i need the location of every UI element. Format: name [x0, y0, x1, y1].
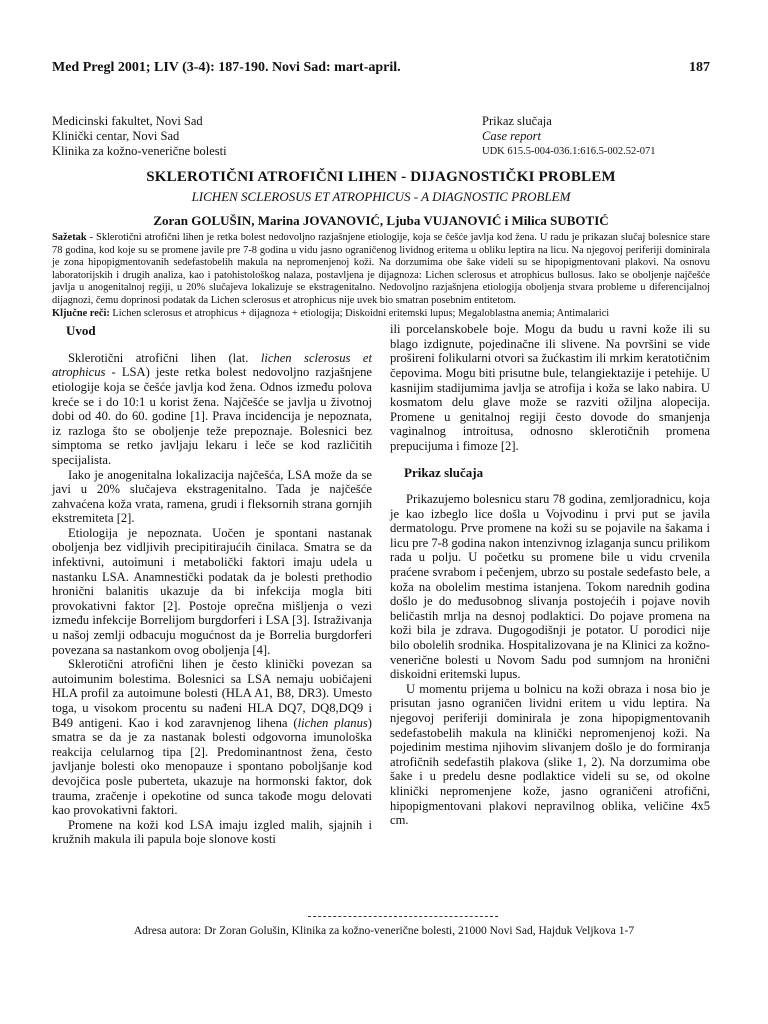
section-heading-introduction: Uvod [66, 323, 96, 339]
author-list: Zoran GOLUŠIN, Marina JOVANOVIĆ, Ljuba VUJANOVIĆ i Milica SUBOTIĆ [153, 213, 609, 228]
running-head [52, 60, 710, 76]
section-heading-case-report: Prikaz slučaja [404, 464, 484, 480]
journal-citation: Med Pregl 2001; LIV (3-4): 187-190. Novi Sad: mart-april. [52, 60, 401, 75]
article-title: SKLEROTIČNI ATROFIČNI LIHEN - DIJAGNOSTIČKI PROBLEM [146, 169, 616, 185]
paragraph: Sklerotični atrofični lihen je često klinički povezan sa autoimunim bolestima. Bolesnici sa LSA nemaju uobičajeni HLA profil za autoimune bolesti (HLA A1, B8, DR3). Umesto toga, u visokom procentu su nađeni HLA DQ7, DQ8,DQ9 i B49 antigeni. Kao i kod zaravnjenog lihena (lichen planus) smatra se da je za nastanak bolesti odgovorna imunološka reakcija celularnog tipa [2]. Predominantnost žena, često javljanje bolesti oko menopauze i spontano poboljšanje kod devojčica posle puberteta, ukazuje na hormonski faktor, dok trauma, zračenje i opekotine od sunca takođe mogu delovati kao provokativni faktori. [52, 657, 372, 818]
paragraph: Prikazujemo bolesnicu staru 78 godina, zemljoradnicu, koja je kao izbeglo lice došla u Vojvodinu i prvi put se javila dermatologu. Prve promene na koži su se pojavile na šakama i licu pre 7-8 godina nakon intenzivnog izlaganja suncu prilikom rada u polju. U početku su promene bile u vidu crvenila praćene svrabom i pečenjem, ubrzo su postale sedefasto bele, a koža na obolelim mestima istanjena. Tokom narednih godina došlo je do međusobnog slivanja postojećih i pojave novih beličastih mrlja na desnoj podlaktici. Do pojave promena na koži bila je zdrava. Dugogodišnji je potator. U porodici nije bilo obolelih srodnika. Hospitalizovana je na Klinici za kožno-venerične bolesti u Novom Sadu pod sumnjom na hronični diskoidni eritemski lupus. [390, 492, 710, 682]
paragraph: Iako je anogenitalna lokalizacija najčešća, LSA može da se javi u 20% slučajeva ekstragenitalno. Tada je najčešće zahvaćena koža vrata, ramena, grudi i fleksornih strana gornjih ekstremiteta [2]. [52, 467, 372, 526]
abstract-label: Sažetak [52, 232, 87, 243]
abstract-text: - Sklerotični atrofični lihen je retka bolest nedovoljno razjašnjene etiologije, koja se češće javlja kod žena. U radu je prikazan slučaj bolesnice stare 78 godina, kod koje su se promene javile pre 7-8 godina u vidu jasno ograničenog lividnog eritema u obliku leptira na licu. Na njegovoj periferiji dominirala je zona hipopigmentovanih sedefastobelih makula na nepromenjenoj koži. Na dorzumima obe šake videli su se hipopigmentovani plakovi. Na osnovu laboratorijskih i drugih analiza, kao i patohistološkog nalaza, postavljena je dijagnoza: Lichen sclerosus et atrophicus bullosus. Iako se oboljenje najčešće javlja u anogenitalnoj regiji, u 20% slučajeva lokalizuje se ekstragenitalno. Nedovoljno razjašnjena etiologija oboljenja stvara probleme u diferencijalnoj dijagnozi, čemu doprinosi podatak da Lichen sclerosus et atrophicus nije uvek bio smatran posebnim entitetom. [52, 232, 710, 306]
left-column [52, 322, 372, 847]
right-column [390, 322, 710, 847]
keywords-text: Lichen sclerosus et atrophicus + dijagnoza + etiologija; Diskoidni eritemski lupus; Megaloblastna anemia; Antimalarici [109, 307, 610, 319]
paragraph: Sklerotični atrofični lihen (lat. lichen sclerosus et atrophicus - LSA) jeste retka bolest nedovoljno razjašnjene etiologije koja se češće javlja kod žena. Odnos između polova kreće se i do 10:1 u korist žena. Najčešće se javlja u životnoj dobi od 40. do 60. godine [1]. Prava incidencija je nepoznata, iz razloga što se oboljenje teže prepoznaje. Bolesnici bez simptoma se retko javljaju lekaru i leče se kod različitih specijalista. [52, 350, 372, 467]
udk-code: UDK 615.5-004-036.1:616.5-002.52-071 [482, 146, 656, 157]
paragraph: U momentu prijema u bolnicu na koži obraza i nosa bio je prisutan jasno ograničen lividni eritem u vidu leptira. Na njegovoj periferiji dominirala je zona hipopigmentovanih sedefastobelih makula na klinički nepromenjenoj koži. Na pojedinim mestima njihovim slivanjem došlo je do formiranja atrofičnih sedefastih plakova (slike 1, 2). Na dorzumima obe šake i u predelu desne podlaktice videli su se, od okolne klinički nepromenjene kože, jasno ograničeni atrofični, hipopigmentovani plakovi nepravilnog oblika, veličine 4x5 cm. [390, 681, 710, 828]
article-type [482, 114, 710, 159]
page-number: 187 [689, 60, 710, 75]
affiliation-line: Klinika za kožno-venerične bolesti [52, 144, 227, 158]
article-subtitle: LICHEN SCLEROSUS ET ATROPHICUS - A DIAGNOSTIC PROBLEM [191, 189, 571, 204]
affiliation-line: Klinički centar, Novi Sad [52, 129, 180, 143]
abstract [52, 232, 710, 320]
author-address: Adresa autora: Dr Zoran Golušin, Klinika za kožno-venerične bolesti, 21000 Novi Sad, Hajduk Veljkova 1-7 [133, 925, 635, 937]
paragraph: Promene na koži kod LSA imaju izgled malih, sjajnih i kružnih makula ili papula boje slonove kosti [52, 817, 372, 847]
affiliations [52, 114, 452, 159]
article-type-english: Case report [482, 129, 541, 143]
affiliation-line: Medicinski fakultet, Novi Sad [52, 114, 203, 128]
keywords-label: Ključne reči: [52, 307, 110, 319]
affiliation-block [52, 114, 710, 159]
body-columns [52, 322, 710, 847]
paragraph: Etiologija je nepoznata. Uočen je spontani nastanak oboljenja bez vidljivih precipitirajućih činilaca. Smatra se da infektivni, autoimuni i metabolički faktori imaju udela u nastanku LSA. Anamnestički podatak da je bolesti prethodio hronični balanitis ukazuje da bi infekcija mogla biti provokativni faktor [2]. Postoje oprečna mišljenja o vezi između infekcije Borrelijom burgdorferi i LSA [3]. Istraživanja u našoj zemlji odbacuju mogućnost da je Borrelia burgdorferi povezana sa nastankom ovog oboljenja [4]. [52, 525, 372, 657]
article-type-serbian: Prikaz slučaja [482, 114, 552, 128]
footnote-divider [308, 916, 498, 917]
article-page [52, 60, 710, 847]
paragraph: ili porcelanskobele boje. Mogu da budu u ravni kože ili su blago izdignute, pojedinačne ili slivene. Na površini se vide prošireni folikularni otvori sa žućkastim ili mrkim keratotičnim čepovima. Mogu biti prisutne bule, telangiektazije i petehije. U kasnijim stadijumima javlja se atrofija i koža se lako nabira. U kosmatom delu glave može se razviti ožiljna alopecija. Promene u genitalnoj regiji često dovode do smanjenja vaginalnog introitusa, odnosno sklerotičnih promena prepucijuma i fimoze [2]. [390, 322, 710, 453]
